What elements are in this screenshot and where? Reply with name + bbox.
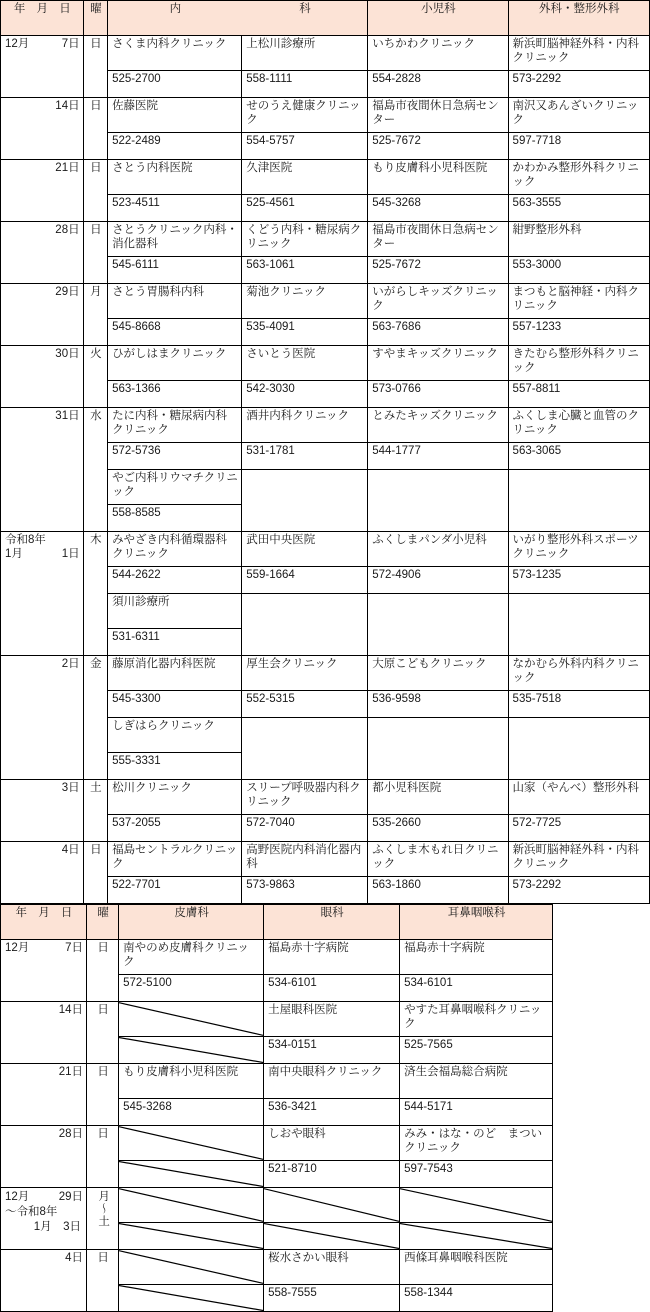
clinic-name-cell: みみ・はな・のど まついクリニック <box>400 1126 553 1161</box>
clinic-name-cell: すやまキッズクリニック <box>368 346 508 381</box>
clinic-name-cell: なかむら外科内科クリニック <box>508 656 649 691</box>
weekday-cell: 土 <box>83 780 107 842</box>
weekday-cell: 日 <box>83 160 107 222</box>
header-date-2: 年 月 日 <box>1 905 87 940</box>
clinic-name-cell: 松川クリニック <box>108 780 242 815</box>
date-month: 12月 <box>5 38 30 50</box>
clinic-phone-cell: 555-3331 <box>108 753 242 780</box>
clinic-phone-cell: 544-2622 <box>108 567 242 594</box>
header-naika-left: 内 <box>108 1 242 36</box>
clinic-phone-cell: 542-3030 <box>242 381 368 408</box>
clinic-phone-cell: 573-2292 <box>508 877 649 904</box>
clinic-name-cell: さくま内科クリニック <box>108 36 242 71</box>
clinic-phone-cell: 557-8811 <box>508 381 649 408</box>
diagonal-strike-icon <box>264 1223 399 1249</box>
diagonal-strike-icon <box>119 1285 263 1311</box>
header-pediatrics: 小児科 <box>368 1 508 36</box>
date-cell <box>1 940 87 1002</box>
clinic-name-cell: いがらしキッズクリニック <box>368 284 508 319</box>
clinic-name-cell: みやざき内科循環器科クリニック <box>108 532 242 567</box>
weekday-cell: 日 <box>87 1126 119 1188</box>
table-row <box>1 1250 553 1285</box>
clinic-phone-cell: 525-7565 <box>400 1037 553 1064</box>
clinic-name-cell: 菊池クリニック <box>242 284 368 319</box>
clinic-phone-cell: 525-7672 <box>368 133 508 160</box>
clinic-name-cell: 大原こどもクリニック <box>368 656 508 691</box>
unavailable-cell <box>264 1188 400 1223</box>
clinic-name-cell: 土屋眼科医院 <box>264 1002 400 1037</box>
clinic-phone-cell: 559-1664 <box>242 567 368 594</box>
weekday-cell: 日 <box>83 36 107 98</box>
clinic-name-cell: 新浜町脳神経外科・内科クリニック <box>508 842 649 877</box>
date-cell <box>1 160 84 222</box>
header-surgery: 外科・整形外科 <box>508 1 649 36</box>
clinic-phone-cell: 545-3300 <box>108 691 242 718</box>
clinic-name-cell: 酒井内科クリニック <box>242 408 368 443</box>
weekday-cell: 日 <box>87 1064 119 1126</box>
date-cell <box>1 284 84 346</box>
date-day: 14日 <box>55 100 80 112</box>
clinic-phone-cell: 558-1344 <box>400 1285 553 1312</box>
clinic-name-cell: いがり整形外科スポーツクリニック <box>508 532 649 567</box>
clinic-phone-cell: 563-1366 <box>108 381 242 408</box>
table-body-section2 <box>1 940 553 1312</box>
clinic-name-cell: 福島市夜間休日急病センター <box>368 222 508 257</box>
clinic-name-cell: 南中央眼科クリニック <box>264 1064 400 1099</box>
clinic-name-cell: スリープ呼吸器内科クリニック <box>242 780 368 815</box>
clinic-name-cell: 都小児科医院 <box>368 780 508 815</box>
clinic-name-cell: さいとう医院 <box>242 346 368 381</box>
date-cell <box>1 532 84 656</box>
clinic-phone-cell: 558-1111 <box>242 71 368 98</box>
date-day: 3日 <box>61 782 80 794</box>
diagonal-strike-icon <box>119 1250 263 1284</box>
date-cell <box>1 780 84 842</box>
clinic-name-cell: 山家（やんべ）整形外科 <box>508 780 649 815</box>
date-month: 12月 <box>5 942 30 954</box>
clinic-phone-cell: 563-1860 <box>368 877 508 904</box>
weekday-cell: 金 <box>83 656 107 780</box>
clinic-name-cell: 藤原消化器内科医院 <box>108 656 242 691</box>
clinic-name-cell: しぎはらクリニック <box>108 718 242 753</box>
weekday-cell: 日 <box>83 98 107 160</box>
unavailable-cell <box>119 1126 264 1161</box>
clinic-phone-cell: 521-8710 <box>264 1161 400 1188</box>
unavailable-cell <box>400 1188 553 1223</box>
date-day: 21日 <box>55 162 80 174</box>
weekday-cell: 水 <box>83 408 107 532</box>
clinic-phone-cell: 535-4091 <box>242 319 368 346</box>
date-day: 7日 <box>65 942 83 954</box>
diagonal-strike-icon <box>119 1223 263 1249</box>
date-day: 30日 <box>55 348 80 360</box>
clinic-name-cell: とみたキッズクリニック <box>368 408 508 443</box>
weekday-cell: 日 <box>87 940 119 1002</box>
clinic-phone-cell: 545-3268 <box>368 195 508 222</box>
clinic-name-cell: 南沢又あんざいクリニック <box>508 98 649 133</box>
clinic-phone-cell: 563-3555 <box>508 195 649 222</box>
table-row <box>1 780 650 815</box>
clinic-phone-cell: 563-7686 <box>368 319 508 346</box>
clinic-phone-cell: 522-2489 <box>108 133 242 160</box>
clinic-phone-cell: 558-7555 <box>264 1285 400 1312</box>
empty-cell <box>508 594 649 656</box>
date-cell <box>1 346 84 408</box>
clinic-name-cell: 高野医院内科消化器内科 <box>242 842 368 877</box>
clinic-name-cell: 須川診療所 <box>108 594 242 629</box>
clinic-phone-cell: 535-2660 <box>368 815 508 842</box>
diagonal-strike-icon <box>119 1161 263 1187</box>
clinic-name-cell: 上松川診療所 <box>242 36 368 71</box>
clinic-phone-cell: 572-5100 <box>119 975 264 1002</box>
header-ophthalmology: 眼科 <box>264 905 400 940</box>
empty-cell <box>368 470 508 532</box>
clinic-phone-cell: 545-3268 <box>119 1099 264 1126</box>
date-range-cell <box>1 1188 87 1250</box>
clinic-phone-cell: 544-1777 <box>368 443 508 470</box>
table-row <box>1 1188 553 1223</box>
clinic-name-cell: ふくしま心臓と血管のクリニック <box>508 408 649 443</box>
clinic-phone-cell: 557-1233 <box>508 319 649 346</box>
weekday-cell: 日 <box>83 222 107 284</box>
diagonal-strike-icon <box>400 1223 552 1249</box>
unavailable-cell <box>119 1223 264 1250</box>
unavailable-cell <box>119 1250 264 1285</box>
clinic-phone-cell: 537-2055 <box>108 815 242 842</box>
clinic-phone-cell: 554-5757 <box>242 133 368 160</box>
date-year: 令和8年 <box>5 534 46 546</box>
table-header-row-section2 <box>1 905 553 940</box>
date-day: 28日 <box>58 1128 83 1140</box>
clinic-phone-cell: 525-4561 <box>242 195 368 222</box>
clinic-name-cell: 厚生会クリニック <box>242 656 368 691</box>
empty-cell <box>508 470 649 532</box>
clinic-name-cell: やすた耳鼻咽喉科クリニック <box>400 1002 553 1037</box>
clinic-phone-cell: 573-1235 <box>508 567 649 594</box>
date-day: 4日 <box>65 1252 83 1264</box>
clinic-name-cell: きたむら整形外科クリニック <box>508 346 649 381</box>
clinic-name-cell: さとう胃腸科内科 <box>108 284 242 319</box>
clinic-name-cell: 新浜町脳神経外科・内科クリニック <box>508 36 649 71</box>
clinic-phone-cell: 531-6311 <box>108 629 242 656</box>
date-cell <box>1 1064 87 1126</box>
clinic-phone-cell: 552-5315 <box>242 691 368 718</box>
diagonal-strike-icon <box>119 1188 263 1222</box>
clinic-phone-cell: 534-6101 <box>264 975 400 1002</box>
clinic-name-cell: しおや眼科 <box>264 1126 400 1161</box>
clinic-phone-cell: 544-5171 <box>400 1099 553 1126</box>
table-row <box>1 160 650 195</box>
empty-cell <box>242 718 368 780</box>
header-date: 年 月 日 <box>1 1 84 36</box>
clinic-phone-cell: 572-4906 <box>368 567 508 594</box>
clinic-name-cell: 福島セントラルクリニック <box>108 842 242 877</box>
table-row <box>1 284 650 319</box>
clinic-phone-cell: 531-1781 <box>242 443 368 470</box>
table-row <box>1 940 553 975</box>
clinic-name-cell: 佐藤医院 <box>108 98 242 133</box>
table-row <box>1 408 650 443</box>
clinic-phone-cell: 563-1061 <box>242 257 368 284</box>
clinic-name-cell: 紺野整形外科 <box>508 222 649 257</box>
clinic-name-cell: かわかみ整形外科クリニック <box>508 160 649 195</box>
clinic-phone-cell: 545-8668 <box>108 319 242 346</box>
clinic-name-cell: 久津医院 <box>242 160 368 195</box>
clinic-phone-cell: 563-3065 <box>508 443 649 470</box>
clinic-name-cell: 武田中央医院 <box>242 532 368 567</box>
weekday-cell: 日 <box>87 1250 119 1312</box>
date-day: 1日 <box>61 547 80 560</box>
date-day: 7日 <box>61 38 80 50</box>
table-row <box>1 842 650 877</box>
empty-cell <box>242 594 368 656</box>
clinic-phone-cell: 534-6101 <box>400 975 553 1002</box>
date-cell <box>1 98 84 160</box>
empty-cell <box>242 470 368 532</box>
date-cell <box>1 1002 87 1064</box>
clinic-phone-cell: 536-9598 <box>368 691 508 718</box>
clinic-phone-cell: 573-9863 <box>242 877 368 904</box>
header-dermatology: 皮膚科 <box>119 905 264 940</box>
clinic-name-cell: ふくしま木もれ日クリニック <box>368 842 508 877</box>
header-dow-2: 曜 <box>87 905 119 940</box>
unavailable-cell <box>119 1037 264 1064</box>
clinic-name-cell: 福島赤十字病院 <box>400 940 553 975</box>
unavailable-cell <box>400 1223 553 1250</box>
table-row <box>1 532 650 567</box>
clinic-phone-cell: 572-7725 <box>508 815 649 842</box>
table-row <box>1 98 650 133</box>
clinic-phone-cell: 573-0766 <box>368 381 508 408</box>
diagonal-strike-icon <box>400 1188 552 1222</box>
date-day: 28日 <box>55 224 80 236</box>
empty-cell <box>368 718 508 780</box>
clinic-phone-cell: 572-7040 <box>242 815 368 842</box>
date-day: 14日 <box>58 1004 83 1016</box>
clinic-phone-cell: 597-7718 <box>508 133 649 160</box>
table-row <box>1 1126 553 1161</box>
unavailable-cell <box>119 1161 264 1188</box>
clinic-phone-cell: 572-5736 <box>108 443 242 470</box>
diagonal-strike-icon <box>119 1037 263 1063</box>
weekday-range-cell <box>87 1188 119 1250</box>
date-day: 31日 <box>55 410 80 422</box>
date-cell <box>1 656 84 780</box>
table-row <box>1 346 650 381</box>
table-row <box>1 1002 553 1037</box>
weekday-cell: 日 <box>87 1002 119 1064</box>
diagonal-strike-icon <box>264 1188 399 1222</box>
clinic-phone-cell: 536-3421 <box>264 1099 400 1126</box>
clinic-phone-cell: 525-2700 <box>108 71 242 98</box>
duty-doctor-table-section2 <box>0 904 553 1312</box>
table-row <box>1 1064 553 1099</box>
empty-cell <box>368 594 508 656</box>
clinic-phone-cell: 553-3000 <box>508 257 649 284</box>
date-day: 2日 <box>61 658 80 670</box>
unavailable-cell <box>119 1188 264 1223</box>
clinic-name-cell: やご内科リウマチクリニック <box>108 470 242 505</box>
date-cell <box>1 222 84 284</box>
clinic-phone-cell: 525-7672 <box>368 257 508 284</box>
date-day: 4日 <box>61 844 80 856</box>
weekday-cell: 日 <box>83 842 107 904</box>
clinic-name-cell: 西條耳鼻咽喉科医院 <box>400 1250 553 1285</box>
date-cell <box>1 408 84 532</box>
table-row <box>1 222 650 257</box>
clinic-name-cell: せのうえ健康クリニック <box>242 98 368 133</box>
date-day: 29日 <box>55 286 80 298</box>
clinic-name-cell: 福島赤十字病院 <box>264 940 400 975</box>
unavailable-cell <box>264 1223 400 1250</box>
unavailable-cell <box>119 1285 264 1312</box>
clinic-phone-cell: 597-7543 <box>400 1161 553 1188</box>
table-row <box>1 36 650 71</box>
table-body-section1 <box>1 36 650 904</box>
clinic-name-cell: もり皮膚科小児科医院 <box>119 1064 264 1099</box>
date-cell <box>1 1250 87 1312</box>
weekday-cell: 木 <box>83 532 107 656</box>
clinic-name-cell: まつもと脳神経・内科クリニック <box>508 284 649 319</box>
clinic-name-cell: さとうクリニック内科・消化器科 <box>108 222 242 257</box>
clinic-name-cell: 福島市夜間休日急病センター <box>368 98 508 133</box>
diagonal-strike-icon <box>119 1126 263 1160</box>
clinic-name-cell: 南やのめ皮膚科クリニック <box>119 940 264 975</box>
table-header-row-section1 <box>1 1 650 36</box>
date-cell <box>1 36 84 98</box>
clinic-name-cell: いちかわクリニック <box>368 36 508 71</box>
clinic-name-cell: ふくしまパンダ小児科 <box>368 532 508 567</box>
header-naika-right: 科 <box>242 1 368 36</box>
date-cell <box>1 1126 87 1188</box>
header-otolaryngology: 耳鼻咽喉科 <box>400 905 553 940</box>
table-row <box>1 656 650 691</box>
clinic-phone-cell: 558-8585 <box>108 505 242 532</box>
range-start-day: 29日 <box>58 1191 83 1203</box>
weekday-range-label: 月～土 <box>97 1190 110 1228</box>
clinic-name-cell: さとう内科医院 <box>108 160 242 195</box>
clinic-name-cell: もり皮膚科小児科医院 <box>368 160 508 195</box>
diagonal-strike-icon <box>119 1002 263 1036</box>
clinic-name-cell: ひがしはまクリニック <box>108 346 242 381</box>
empty-cell <box>508 718 649 780</box>
unavailable-cell <box>119 1002 264 1037</box>
clinic-phone-cell: 535-7518 <box>508 691 649 718</box>
date-day: 21日 <box>58 1066 83 1078</box>
date-month: 1月 <box>5 547 23 560</box>
date-cell <box>1 842 84 904</box>
clinic-phone-cell: 545-6111 <box>108 257 242 284</box>
clinic-name-cell: くどう内科・糖尿病クリニック <box>242 222 368 257</box>
clinic-phone-cell: 534-0151 <box>264 1037 400 1064</box>
clinic-phone-cell: 573-2292 <box>508 71 649 98</box>
weekday-cell: 月 <box>83 284 107 346</box>
header-dow: 曜 <box>83 1 107 36</box>
range-end-date: 1月 3日 <box>33 1221 81 1234</box>
weekday-cell: 火 <box>83 346 107 408</box>
clinic-phone-cell: 554-2828 <box>368 71 508 98</box>
clinic-phone-cell: 522-7701 <box>108 877 242 904</box>
range-start-month: 12月 <box>5 1191 30 1203</box>
clinic-name-cell: 済生会福島総合病院 <box>400 1064 553 1099</box>
range-end-year: ～令和8年 <box>5 1206 58 1219</box>
clinic-name-cell: 桜水さかい眼科 <box>264 1250 400 1285</box>
clinic-phone-cell: 523-4511 <box>108 195 242 222</box>
clinic-name-cell: たに内科・糖尿病内科クリニック <box>108 408 242 443</box>
